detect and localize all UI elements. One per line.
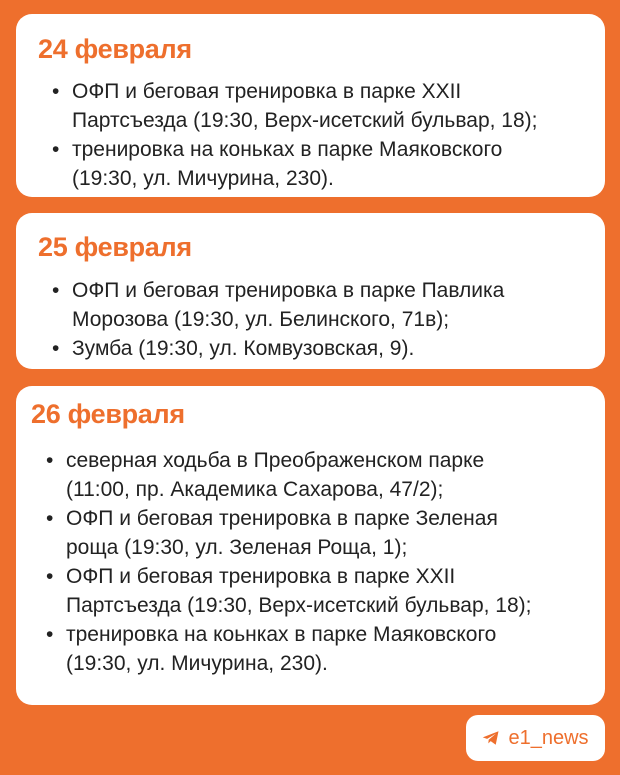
- event-line: ОФП и беговая тренировка в парке XXII: [66, 565, 456, 588]
- channel-handle: e1_news: [508, 727, 589, 749]
- event-line: ОФП и беговая тренировка в парке XXII: [72, 80, 462, 103]
- event-item: [52, 334, 605, 363]
- bullet: •: [52, 279, 60, 302]
- bullet: •: [46, 623, 54, 646]
- event-line: Морозова (19:30, ул. Белинского, 71в);: [72, 308, 450, 331]
- bullet: •: [52, 80, 60, 103]
- event-list: [38, 276, 605, 363]
- event-item: [46, 446, 605, 504]
- event-item: [52, 276, 605, 334]
- event-line: Зумба (19:30, ул. Комвузовская, 9).: [72, 337, 415, 360]
- event-line: (19:30, ул. Мичурина, 230).: [72, 167, 334, 190]
- event-line: ОФП и беговая тренировка в парке Павлика: [72, 279, 505, 302]
- day-title: 26 февраля: [31, 399, 185, 429]
- day-title: 25 февраля: [38, 232, 192, 262]
- event-line: Партсъезда (19:30, Верх-исетский бульвар, 18);: [72, 109, 538, 132]
- event-line: тренировка на коньках в парке Маяковского: [72, 138, 503, 161]
- telegram-channel-badge[interactable]: [466, 715, 605, 761]
- event-item: [52, 135, 605, 193]
- event-line: (19:30, ул. Мичурина, 230).: [66, 652, 328, 675]
- event-line: (11:00, пр. Академика Сахарова, 47/2);: [66, 478, 444, 501]
- event-list: [38, 77, 605, 193]
- event-line: роща (19:30, ул. Зеленая Роща, 1);: [66, 536, 408, 559]
- event-item: [46, 562, 605, 620]
- event-line: Партсъезда (19:30, Верх-исетский бульвар, 18);: [66, 594, 532, 617]
- event-line: тренировка на коьнках в парке Маяковского: [66, 623, 497, 646]
- bullet: •: [46, 565, 54, 588]
- event-item: [46, 504, 605, 562]
- day-title: 24 февраля: [38, 34, 192, 64]
- event-line: ОФП и беговая тренировка в парке Зеленая: [66, 507, 498, 530]
- bullet: •: [52, 138, 60, 161]
- event-list: [31, 446, 605, 678]
- bullet: •: [46, 507, 54, 530]
- event-line: северная ходьба в Преображенском парке: [66, 449, 485, 472]
- event-item: [52, 77, 605, 135]
- bullet: •: [46, 449, 54, 472]
- event-item: [46, 620, 605, 678]
- bullet: •: [52, 337, 60, 360]
- day-card-feb-26: [16, 386, 605, 705]
- day-card-feb-24: [16, 14, 605, 197]
- day-card-feb-25: [16, 213, 605, 369]
- telegram-icon: [482, 730, 500, 746]
